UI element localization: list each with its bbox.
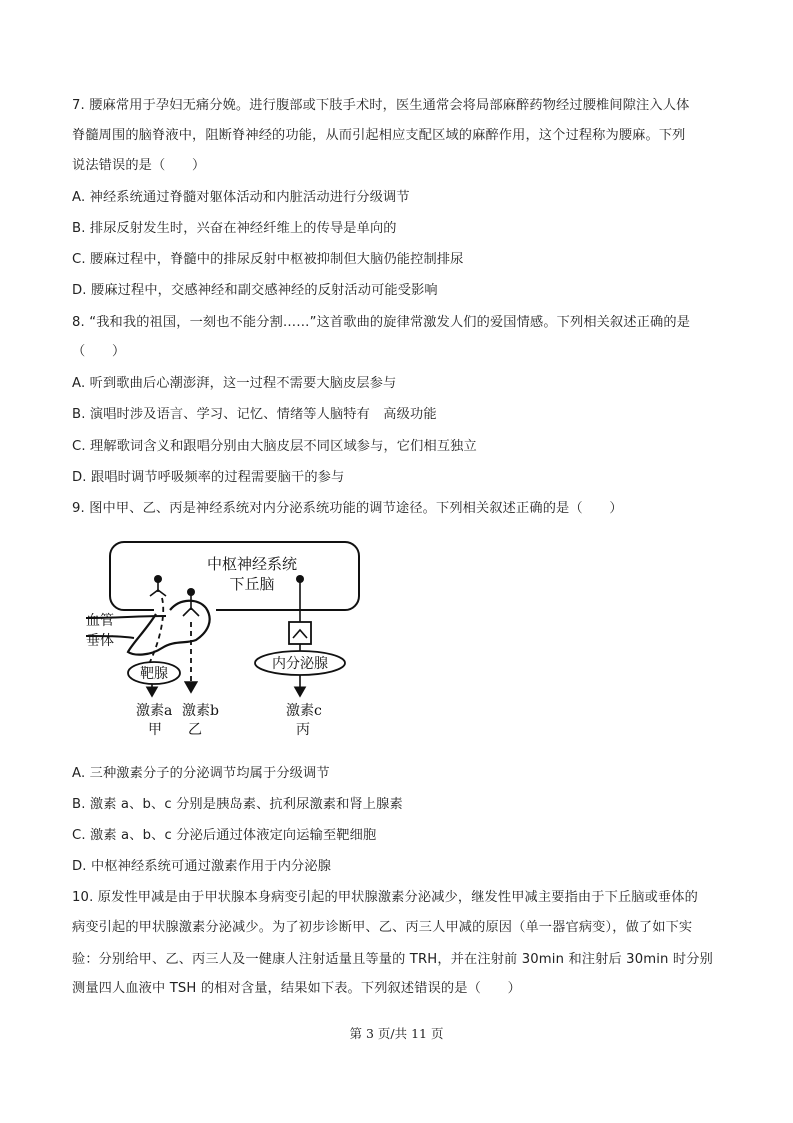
q9-stem-line-1: 9. 图中甲、乙、丙是神经系统对内分泌系统功能的调节途径。下列相关叙述正确的是（ ） [72, 501, 623, 516]
q8-stem-line-1: 8. “我和我的祖国，一刻也不能分割……”这首歌曲的旋律常激发人们的爱国情感。下列相关叙述正确的是 [72, 315, 691, 330]
q7-option-a[interactable]: A. 神经系统通过脊髓对躯体活动和内脏活动进行分级调节 [72, 190, 410, 205]
hormone-b-label: 激素b [182, 703, 219, 719]
q9-option-d[interactable]: D. 中枢神经系统可通过激素作用于内分泌腺 [72, 859, 332, 874]
q10-stem-line-1: 10. 原发性甲减是由于甲状腺本身病变引起的甲状腺激素分泌减少，继发性甲减主要指由于下丘脑或垂体的 [72, 890, 698, 905]
q7-option-b[interactable]: B. 排尿反射发生时，兴奋在神经纤维上的传导是单向的 [72, 221, 397, 236]
q9-option-c[interactable]: C. 激素 a、b、c 分泌后通过体液定向运输至靶细胞 [72, 828, 377, 843]
vessel-label: 血管 [86, 613, 114, 629]
q8-option-a[interactable]: A. 听到歌曲后心潮澎湃，这一过程不需要大脑皮层参与 [72, 376, 397, 391]
endocrine-gland-label: 内分泌腺 [272, 656, 328, 672]
q7-option-d[interactable]: D. 腰麻过程中，交感神经和副交感神经的反射活动可能受影响 [72, 283, 438, 298]
q8-stem-line-2: （ ） [72, 344, 126, 359]
neuron-a-soma [154, 575, 162, 583]
q7-stem-line-1: 7. 腰麻常用于孕妇无痛分娩。进行腹部或下肢手术时，医生通常会将局部麻醉药物经过腰椎间隙注入人体 [72, 98, 690, 113]
neuron-b-soma [187, 588, 195, 596]
neuron-c-soma [296, 575, 304, 583]
q8-option-d[interactable]: D. 跟唱时调节呼吸频率的过程需要脑干的参与 [72, 470, 345, 485]
q7-option-c[interactable]: C. 腰麻过程中，脊髓中的排尿反射中枢被抑制但大脑仍能控制排尿 [72, 252, 464, 267]
cns-title: 中枢神经系统 [206, 555, 298, 573]
page-footer: 第 3 页/共 11 页 [349, 1026, 444, 1041]
q9-option-a[interactable]: A. 三种激素分子的分泌调节均属于分级调节 [72, 766, 330, 781]
q7-stem-line-2: 脊髓周围的脑脊液中，阻断脊神经的功能，从而引起相应支配区域的麻醉作用，这个过程称为腰麻。下列 [72, 128, 686, 143]
q7-stem-line-3: 说法错误的是（ ） [72, 158, 206, 173]
q8-option-b[interactable]: B. 演唱时涉及语言、学习、记忆、情绪等人脑特有 高级功能 [72, 407, 437, 422]
q10-stem-line-3: 验：分别给甲、乙、丙三人及一健康人注射适量且等量的 TRH，并在注射前 30min 和注射后 30min 时分别 [72, 952, 713, 967]
neuroendocrine-diagram [76, 532, 376, 742]
path-bing-label: 丙 [296, 722, 310, 738]
hormone-c-label: 激素c [286, 703, 322, 719]
path-jia-label: 甲 [148, 722, 162, 738]
synapse-box [289, 622, 311, 644]
q8-option-c[interactable]: C. 理解歌词含义和跟唱分别由大脑皮层不同区域参与，它们相互独立 [72, 439, 477, 454]
path-yi-label: 乙 [188, 722, 202, 738]
q10-stem-line-4: 测量四人血液中 TSH 的相对含量，结果如下表。下列叙述错误的是（ ） [72, 981, 521, 996]
pituitary-label: 垂体 [86, 633, 114, 649]
hypothalamus-label: 下丘脑 [229, 575, 275, 593]
hormone-a-label: 激素a [136, 703, 173, 719]
target-gland-label: 靶腺 [140, 666, 168, 682]
q9-option-b[interactable]: B. 激素 a、b、c 分别是胰岛素、抗利尿激素和肾上腺素 [72, 797, 403, 812]
q10-stem-line-2: 病变引起的甲状腺激素分泌减少。为了初步诊断甲、乙、丙三人甲减的原因（单一器官病变），做了如下实 [72, 920, 693, 935]
